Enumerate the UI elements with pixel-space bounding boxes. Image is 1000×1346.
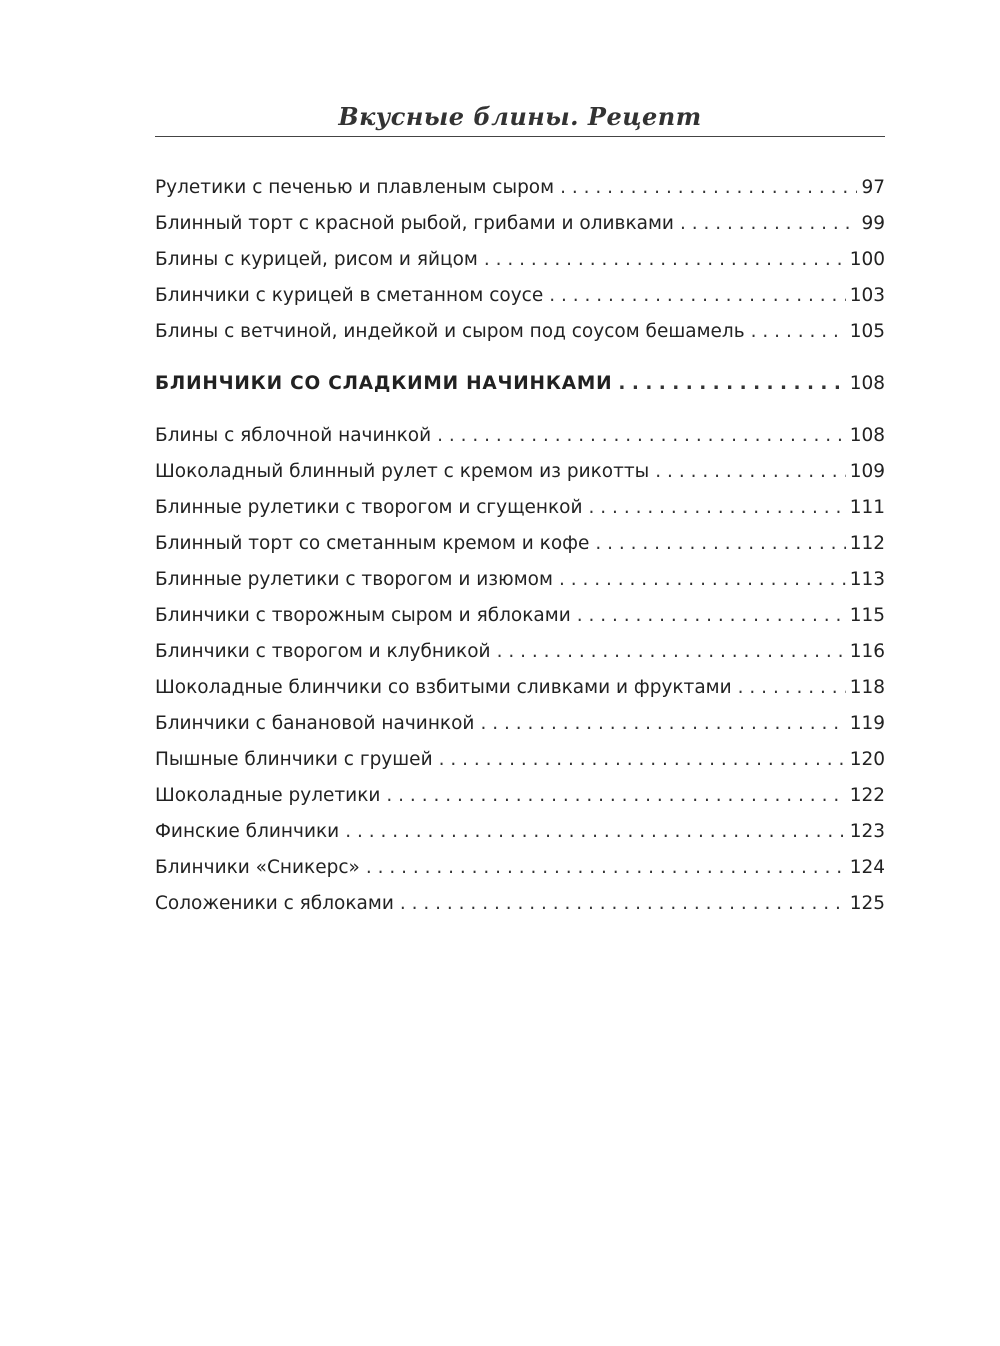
toc-page-number: 108 bbox=[849, 373, 885, 394]
toc-page-number: 124 bbox=[849, 857, 885, 878]
toc-entry[interactable] bbox=[155, 206, 885, 242]
toc-dot-leader bbox=[751, 314, 846, 350]
toc-entry[interactable] bbox=[155, 742, 885, 778]
toc-dot-leader bbox=[439, 742, 846, 778]
toc-entry-title: Блинчики с курицей в сметанном соусе bbox=[155, 285, 544, 306]
toc-page-number: 116 bbox=[849, 641, 885, 662]
toc-entry[interactable] bbox=[155, 778, 885, 814]
toc-section bbox=[155, 366, 885, 402]
toc-page-number: 120 bbox=[849, 749, 885, 770]
toc-entry-title: Шоколадный блинный рулет с кремом из рикотты bbox=[155, 461, 650, 482]
toc-dot-leader bbox=[618, 366, 845, 402]
running-head bbox=[155, 100, 885, 140]
toc-entry-title: Блины с ветчиной, индейкой и сыром под соусом бешамель bbox=[155, 321, 745, 342]
toc-entry-title: Финские блинчики bbox=[155, 821, 340, 842]
toc-dot-leader bbox=[484, 242, 846, 278]
toc-entry[interactable] bbox=[155, 526, 885, 562]
toc-entry-title: Рулетики с печенью и плавленым сыром bbox=[155, 177, 555, 198]
toc-entry[interactable] bbox=[155, 634, 885, 670]
toc-entry-title: Пышные блинчики с грушей bbox=[155, 749, 433, 770]
running-head-rule bbox=[155, 136, 885, 137]
toc-dot-leader bbox=[595, 526, 845, 562]
toc-entry[interactable] bbox=[155, 418, 885, 454]
toc-entry[interactable] bbox=[155, 886, 885, 922]
running-head-title: Вкусные блины. Рецепт bbox=[338, 102, 702, 131]
toc-entry[interactable] bbox=[155, 314, 885, 350]
toc-entry-title: Соложеники с яблоками bbox=[155, 893, 394, 914]
toc-group-savory bbox=[155, 170, 885, 350]
toc-dot-leader bbox=[560, 170, 857, 206]
toc-entry-title: Блинные рулетики с творогом и сгущенкой bbox=[155, 497, 583, 518]
toc-entry[interactable] bbox=[155, 814, 885, 850]
toc-entry[interactable] bbox=[155, 490, 885, 526]
toc-page-number: 103 bbox=[849, 285, 885, 306]
toc-page-number: 119 bbox=[849, 713, 885, 734]
toc-dot-leader bbox=[577, 598, 846, 634]
toc-entry-title: Блинчики с творогом и клубникой bbox=[155, 641, 491, 662]
toc-dot-leader bbox=[497, 634, 846, 670]
toc-entry-title: Блинный торт с красной рыбой, грибами и оливками bbox=[155, 213, 674, 234]
toc-entry-title: БЛИНЧИКИ СО СЛАДКИМИ НАЧИНКАМИ bbox=[155, 373, 613, 394]
toc-dot-leader bbox=[738, 670, 846, 706]
toc-dot-leader bbox=[386, 778, 845, 814]
toc-page-number: 125 bbox=[849, 893, 885, 914]
toc-entry[interactable] bbox=[155, 670, 885, 706]
toc-entry-title: Блинные рулетики с творогом и изюмом bbox=[155, 569, 553, 590]
toc-entry-title: Блинчики «Сникерс» bbox=[155, 857, 360, 878]
toc-dot-leader bbox=[589, 490, 846, 526]
toc-page-number: 122 bbox=[849, 785, 885, 806]
toc-page-number: 105 bbox=[849, 321, 885, 342]
toc-entry[interactable] bbox=[155, 242, 885, 278]
toc-entry-title: Блинный торт со сметанным кремом и кофе bbox=[155, 533, 590, 554]
toc-page-number: 113 bbox=[849, 569, 885, 590]
toc-entry-title: Шоколадные рулетики bbox=[155, 785, 381, 806]
toc-dot-leader bbox=[345, 814, 846, 850]
toc-entry[interactable] bbox=[155, 850, 885, 886]
toc-dot-leader bbox=[655, 454, 845, 490]
toc-entry[interactable] bbox=[155, 706, 885, 742]
toc-entry[interactable] bbox=[155, 454, 885, 490]
toc-entry-title: Шоколадные блинчики со взбитыми сливками и фруктами bbox=[155, 677, 732, 698]
toc-dot-leader bbox=[680, 206, 858, 242]
toc-entry[interactable] bbox=[155, 562, 885, 598]
toc-section-heading[interactable] bbox=[155, 366, 885, 402]
toc-dot-leader bbox=[437, 418, 846, 454]
toc-entry-title: Блинчики с банановой начинкой bbox=[155, 713, 475, 734]
table-of-contents bbox=[155, 170, 885, 922]
toc-page-number: 100 bbox=[849, 249, 885, 270]
toc-page-number: 109 bbox=[849, 461, 885, 482]
toc-entry-title: Блины с яблочной начинкой bbox=[155, 425, 432, 446]
toc-page-number: 112 bbox=[849, 533, 885, 554]
toc-dot-leader bbox=[400, 886, 846, 922]
toc-entry[interactable] bbox=[155, 278, 885, 314]
toc-page-number: 97 bbox=[861, 177, 885, 198]
toc-page-number: 115 bbox=[849, 605, 885, 626]
toc-entry[interactable] bbox=[155, 598, 885, 634]
toc-dot-leader bbox=[366, 850, 846, 886]
toc-page-number: 99 bbox=[861, 213, 885, 234]
toc-dot-leader bbox=[480, 706, 845, 742]
toc-page-number: 118 bbox=[849, 677, 885, 698]
toc-group-sweet bbox=[155, 418, 885, 922]
toc-dot-leader bbox=[549, 278, 845, 314]
toc-page-number: 123 bbox=[849, 821, 885, 842]
toc-entry-title: Блины с курицей, рисом и яйцом bbox=[155, 249, 478, 270]
toc-entry[interactable] bbox=[155, 170, 885, 206]
toc-dot-leader bbox=[559, 562, 846, 598]
toc-entry-title: Блинчики с творожным сыром и яблоками bbox=[155, 605, 571, 626]
toc-page-number: 108 bbox=[849, 425, 885, 446]
toc-page-number: 111 bbox=[849, 497, 885, 518]
